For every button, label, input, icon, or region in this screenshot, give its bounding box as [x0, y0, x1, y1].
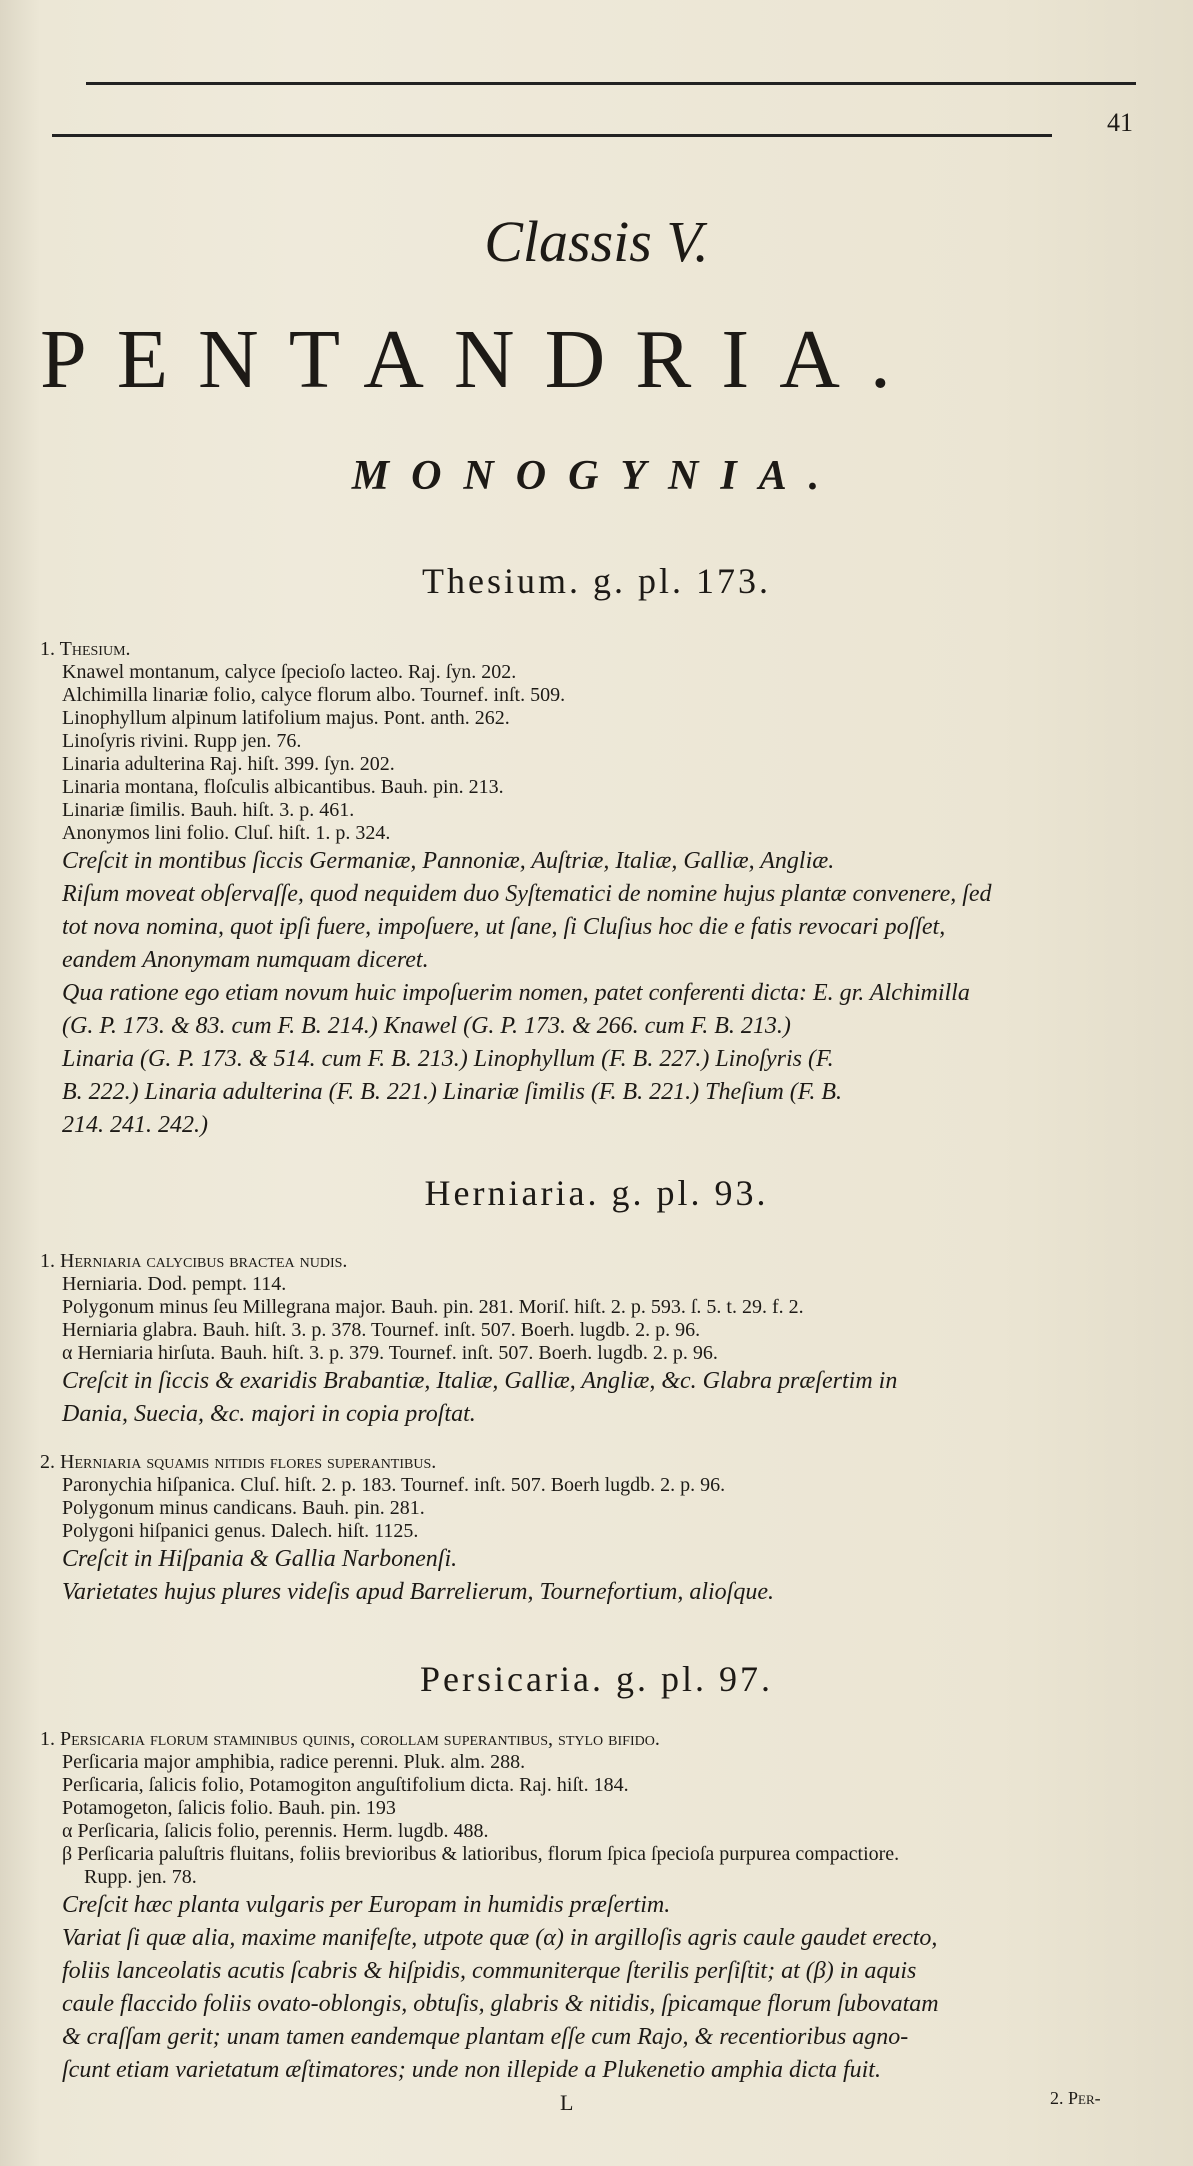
variety-line: β Perſicaria paluſtris fluitans, foliis brevioribus & latioribus, florum ſpica ſpecioſa purpurea compactiore.: [62, 1843, 900, 1865]
catchword: 2. Per-: [1050, 2088, 1101, 2108]
habitat-line: Creſcit in Hiſpania & Gallia Narbonenſi.: [62, 1546, 458, 1572]
synonym-line: Herniaria. Dod. pempt. 114.: [62, 1273, 287, 1295]
commentary-line: foliis lanceolatis acutis ſcabris & hiſpidis, communiterque ſterilis perſiſtit; at (β) in aquis: [62, 1958, 917, 1984]
header-rule-top: [86, 82, 1136, 85]
synonym-line: Polygoni hiſpanici genus. Dalech. hiſt. 1125.: [62, 1520, 419, 1542]
synonym-line: Linaria adulterina Raj. hiſt. 399. ſyn. 202.: [62, 753, 395, 775]
commentary-line: eandem Anonymam numquam diceret.: [62, 947, 429, 973]
synonym-line: Paronychia hiſpanica. Cluſ. hiſt. 2. p. 183. Tournef. inſt. 507. Boerh lugdb. 2. p. 96.: [62, 1474, 726, 1496]
genus-body-persicaria: [40, 1728, 1160, 2087]
synonym-line: Potamogeton, ſalicis folio. Bauh. pin. 193: [62, 1797, 396, 1819]
synonym-line: Knawel montanum, calyce ſpecioſo lacteo. Raj. ſyn. 202.: [62, 661, 517, 683]
genus-title-herniaria: Herniaria. g. pl. 93.: [424, 1173, 769, 1213]
commentary-line: caule flaccido foliis ovato-oblongis, obtuſis, glabris & nitidis, ſpicamque florum ſubovatam: [62, 1991, 939, 2017]
species-heading: 2. Herniaria ſquamis nitidis flores ſuperantibus.: [40, 1451, 437, 1473]
commentary-line: Qua ratione ego etiam novum huic impoſuerim nomen, patet conferenti dicta: E. gr. Alchimilla: [62, 980, 970, 1006]
synonym-line: Linophyllum alpinum latifolium majus. Pont. anth. 262.: [62, 707, 510, 729]
header-rule-bottom: [52, 134, 1052, 137]
commentary-line: B. 222.) Linaria adulterina (F. B. 221.) Linariæ ſimilis (F. B. 221.) Theſium (F. B.: [62, 1079, 843, 1105]
habitat-line: Creſcit in ſiccis & exaridis Brabantiæ, Italiæ, Galliæ, Angliæ, &c. Glabra præſertim in: [62, 1368, 898, 1394]
synonym-line: Rupp. jen. 78.: [84, 1866, 197, 1888]
page-number: 41: [1107, 108, 1133, 137]
genus-body-herniaria: [40, 1250, 1160, 1609]
synonym-line: Linaria montana, floſculis albicantibus. Bauh. pin. 213.: [62, 776, 504, 798]
suborder-title: MONOGYNIA.: [351, 453, 842, 499]
synonym-line: Polygonum minus candicans. Bauh. pin. 281.: [62, 1497, 425, 1519]
commentary-line: ſcunt etiam varietatum æſtimatores; unde non illepide a Plukenetio amphia dicta fuit.: [62, 2057, 881, 2083]
synonym-line: Linariæ ſimilis. Bauh. hiſt. 3. p. 461.: [62, 799, 355, 821]
commentary-line: Varietates hujus plures videſis apud Barrelierum, Tournefortium, alioſque.: [62, 1579, 774, 1605]
habitat-line: Creſcit in montibus ſiccis Germaniæ, Pannoniæ, Auſtriæ, Italiæ, Galliæ, Angliæ.: [62, 848, 835, 874]
species-heading: 1. Thesium.: [40, 638, 131, 660]
order-title: PENTANDRIA.: [40, 313, 921, 406]
commentary-line: Linaria (G. P. 173. & 514. cum F. B. 213.) Linophyllum (F. B. 227.) Linoſyris (F.: [62, 1046, 834, 1072]
variety-line: α Herniaria hirſuta. Bauh. hiſt. 3. p. 379. Tournef. inſt. 507. Boerh. lugdb. 2. p. 96.: [62, 1342, 718, 1364]
synonym-line: Anonymos lini folio. Cluſ. hiſt. 1. p. 324.: [62, 822, 391, 844]
species-heading: 1. Herniaria calycibus bractea nudis.: [40, 1250, 348, 1272]
commentary-line: 214. 241. 242.): [62, 1112, 208, 1138]
commentary-line: Variat ſi quæ alia, maxime manifeſte, utpote quæ (α) in argilloſis agris caule gaudet erecto,: [62, 1925, 938, 1951]
variety-line: α Perſicaria, ſalicis folio, perennis. Herm. lugdb. 488.: [62, 1820, 489, 1842]
synonym-line: Polygonum minus ſeu Millegrana major. Bauh. pin. 281. Moriſ. hiſt. 2. p. 593. ſ. 5. t. 29. f. 2.: [62, 1296, 804, 1318]
commentary-line: Riſum moveat obſervaſſe, quod nequidem duo Syſtematici de nomine hujus plantæ convenere, ſed: [62, 881, 992, 907]
synonym-line: Linoſyris rivini. Rupp jen. 76.: [62, 730, 302, 752]
genus-body-thesium: [40, 638, 1160, 1142]
commentary-line: & craſſam gerit; unam tamen eandemque plantam eſſe cum Rajo, & recentioribus agno-: [62, 2024, 909, 2050]
habitat-line: Creſcit hæc planta vulgaris per Europam in humidis præſertim.: [62, 1892, 671, 1918]
genus-title-thesium: Thesium. g. pl. 173.: [422, 561, 771, 601]
habitat-line: Dania, Suecia, &c. majori in copia proſtat.: [62, 1401, 476, 1427]
commentary-line: (G. P. 173. & 83. cum F. B. 214.) Knawel (G. P. 173. & 266. cum F. B. 213.): [62, 1013, 791, 1039]
class-title: Classis V.: [484, 209, 709, 274]
signature-mark: L: [560, 2090, 574, 2115]
commentary-line: tot nova nomina, quot ipſi fuere, impoſuere, ut ſane, ſi Cluſius hoc die e fatis revocari poſſet,: [62, 914, 946, 940]
synonym-line: Perſicaria, ſalicis folio, Potamogiton anguſtifolium dicta. Raj. hiſt. 184.: [62, 1774, 629, 1796]
genus-title-persicaria: Persicaria. g. pl. 97.: [420, 1659, 773, 1699]
synonym-line: Alchimilla linariæ folio, calyce florum albo. Tournef. inſt. 509.: [62, 684, 566, 706]
synonym-line: Herniaria glabra. Bauh. hiſt. 3. p. 378. Tournef. inſt. 507. Boerh. lugdb. 2. p. 96.: [62, 1319, 701, 1341]
synonym-line: Perſicaria major amphibia, radice perenni. Pluk. alm. 288.: [62, 1751, 526, 1773]
species-heading: 1. Persicaria florum ſtaminibus quinis, corollam ſuperantibus, ſtylo bifido.: [40, 1728, 660, 1750]
